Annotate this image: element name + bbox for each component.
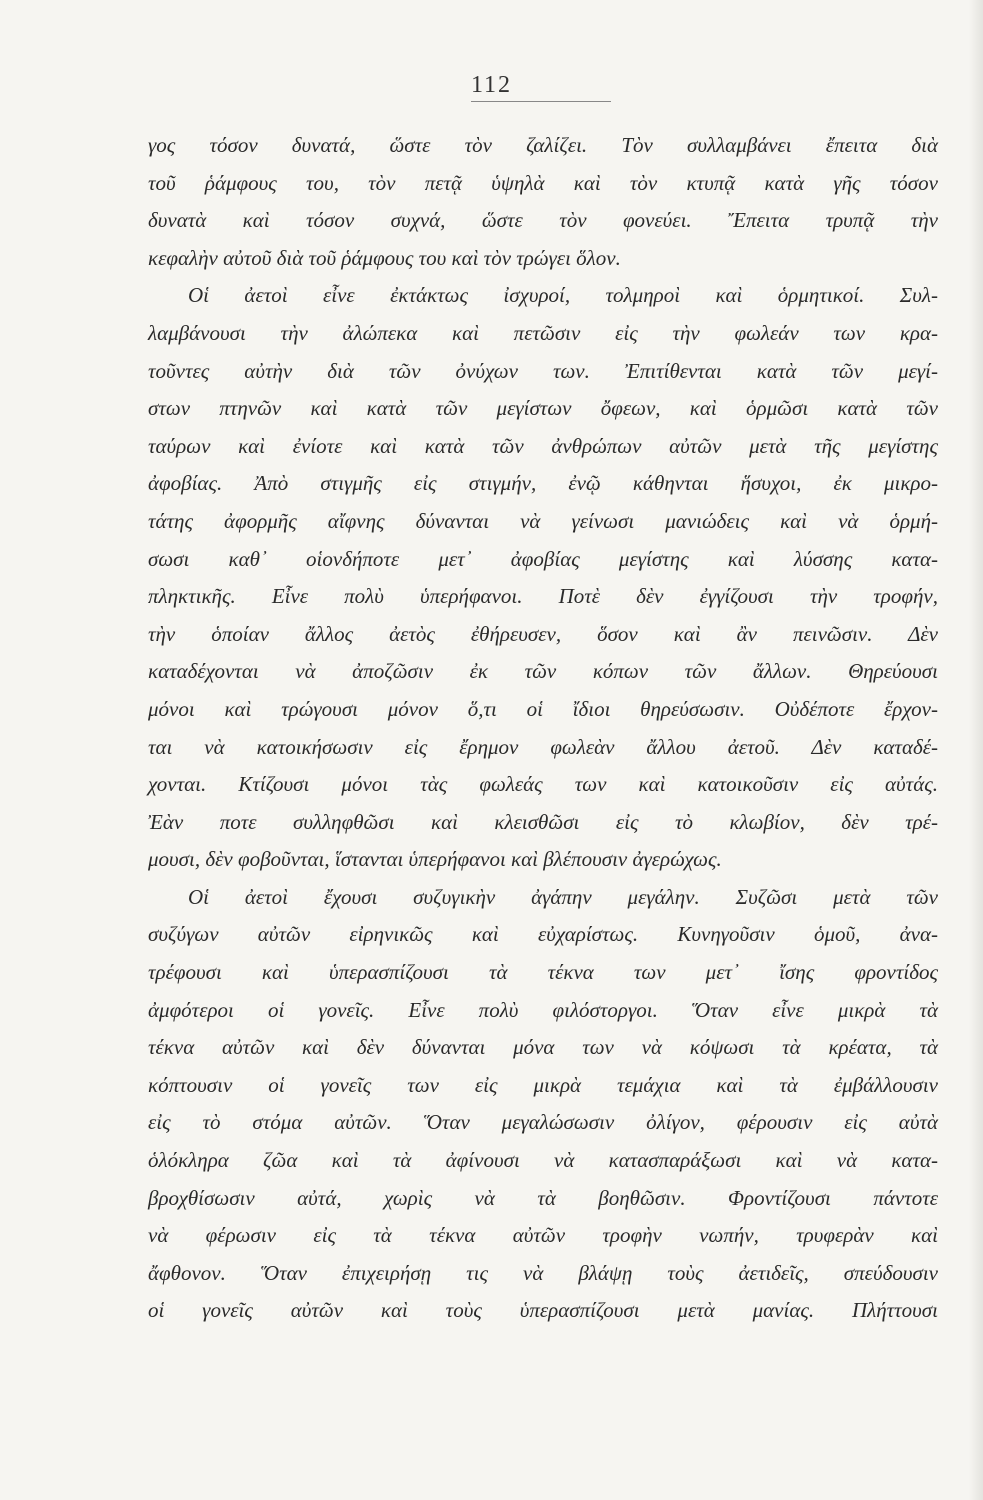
page-edge-shadow xyxy=(969,0,983,1500)
text-line: ὁλόκληρα ζῶα καὶ τὰ ἀφίνουσι νὰ κατασπαράξωσι καὶ νὰ κατα- xyxy=(148,1148,938,1173)
text-line: εἰς τὸ στόμα αὐτῶν. Ὅταν μεγαλώσωσιν ὀλίγον, φέρουσιν εἰς αὐτὰ xyxy=(148,1110,938,1135)
text-line: Ἐὰν ποτε συλληφθῶσι καὶ κλεισθῶσι εἰς τὸ κλωβίον, δὲν τρέ- xyxy=(148,809,938,834)
text-line: λαμβάνουσι τὴν ἀλώπεκα καὶ πετῶσιν εἰς τὴν φωλεάν των κρα- xyxy=(148,320,938,345)
text-line: στων πτηνῶν καὶ κατὰ τῶν μεγίστων ὄφεων, καὶ ὁρμῶσι κατὰ τῶν xyxy=(148,396,938,421)
text-line: τοῦντες αὐτὴν διὰ τῶν ὀνύχων των. Ἐπιτίθενται κατὰ τῶν μεγί- xyxy=(148,358,938,383)
text-line: Οἱ ἀετοὶ ἔχουσι συζυγικὴν ἀγάπην μεγάλην. Συζῶσι μετὰ τῶν xyxy=(188,884,938,909)
text-line: χονται. Κτίζουσι μόνοι τὰς φωλεάς των καὶ κατοικοῦσιν εἰς αὐτάς. xyxy=(148,772,938,797)
text-line: συζύγων αὐτῶν εἰρηνικῶς καὶ εὐχαρίστως. Κυνηγοῦσιν ὁμοῦ, ἀνα- xyxy=(148,922,938,947)
text-line: ἄφθονον. Ὅταν ἐπιχειρήσῃ τις νὰ βλάψῃ τοὺς ἀετιδεῖς, σπεύδουσιν xyxy=(148,1260,938,1285)
text-line: τέκνα αὐτῶν καὶ δὲν δύνανται μόνα των νὰ κόψωσι τὰ κρέατα, τὰ xyxy=(148,1035,938,1060)
body-text xyxy=(148,127,938,1330)
text-line: πληκτικῆς. Εἶνε πολὺ ὑπερήφανοι. Ποτὲ δὲν ἐγγίζουσι τὴν τροφήν, xyxy=(148,584,938,609)
text-line: νὰ φέρωσιν εἰς τὰ τέκνα αὐτῶν τροφὴν νωπήν, τρυφερὰν καὶ xyxy=(148,1223,938,1248)
text-line: τρέφουσι καὶ ὑπερασπίζουσι τὰ τέκνα των μετ᾽ ἴσης φροντίδος xyxy=(148,960,938,985)
text-line: ται νὰ κατοικήσωσιν εἰς ἔρημον φωλεὰν ἄλλου ἀετοῦ. Δὲν καταδέ- xyxy=(148,734,938,759)
text-line: τάτης ἀφορμῆς αἴφνης δύνανται νὰ γείνωσι μανιώδεις καὶ νὰ ὁρμή- xyxy=(148,508,938,533)
page-number: 112 xyxy=(470,72,513,98)
text-line: ταύρων καὶ ἐνίοτε καὶ κατὰ τῶν ἀνθρώπων αὐτῶν μετὰ τῆς μεγίστης xyxy=(148,433,938,458)
text-line: καταδέχονται νὰ ἀποζῶσιν ἐκ τῶν κόπων τῶν ἄλλων. Θηρεύουσι xyxy=(148,659,938,684)
text-line: ἀφοβίας. Ἀπὸ στιγμῆς εἰς στιγμήν, ἐνῷ κάθηνται ἥσυχοι, ἐκ μικρο- xyxy=(148,471,938,496)
text-line: κεφαλὴν αὐτοῦ διὰ τοῦ ῥάμφους του καὶ τὸν τρώγει ὅλον. xyxy=(148,245,621,270)
text-line: οἱ γονεῖς αὐτῶν καὶ τοὺς ὑπερασπίζουσι μετὰ μανίας. Πλήττουσι xyxy=(148,1298,938,1323)
text-line: τοῦ ῥάμφους του, τὸν πετᾷ ὑψηλὰ καὶ τὸν κτυπᾷ κατὰ γῆς τόσον xyxy=(148,170,938,195)
text-line: μουσι, δὲν φοβοῦνται, ἵστανται ὑπερήφανοι καὶ βλέπουσιν ἀγερώχως. xyxy=(148,847,722,872)
text-line: βροχθίσωσιν αὐτά, χωρὶς νὰ τὰ βοηθῶσιν. Φροντίζουσι πάντοτε xyxy=(148,1185,938,1210)
text-line: ἀμφότεροι οἱ γονεῖς. Εἶνε πολὺ φιλόστοργοι. Ὅταν εἶνε μικρὰ τὰ xyxy=(148,997,938,1022)
text-line: δυνατὰ καὶ τόσον συχνά, ὥστε τὸν φονεύει. Ἔπειτα τρυπᾷ τὴν xyxy=(148,208,938,233)
text-line: σωσι καθ᾽ οἱονδήποτε μετ᾽ ἀφοβίας μεγίστης καὶ λύσσης κατα- xyxy=(148,546,938,571)
text-line: Οἱ ἀετοὶ εἶνε ἐκτάκτως ἰσχυροί, τολμηροὶ καὶ ὁρμητικοί. Συλ- xyxy=(188,283,938,308)
text-line: μόνοι καὶ τρώγουσι μόνον ὅ,τι οἱ ἴδιοι θηρεύσωσιν. Οὐδέποτε ἔρχον- xyxy=(148,696,938,721)
text-line: κόπτουσιν οἱ γονεῖς των εἰς μικρὰ τεμάχια καὶ τὰ ἐμβάλλουσιν xyxy=(148,1072,938,1097)
header-rule xyxy=(471,101,611,102)
text-line: τὴν ὁποίαν ἄλλος ἀετὸς ἐθήρευσεν, ὅσον καὶ ἂν πεινῶσιν. Δὲν xyxy=(148,621,938,646)
text-line: γος τόσον δυνατά, ὥστε τὸν ζαλίζει. Τὸν συλλαμβάνει ἔπειτα διὰ xyxy=(148,133,938,157)
